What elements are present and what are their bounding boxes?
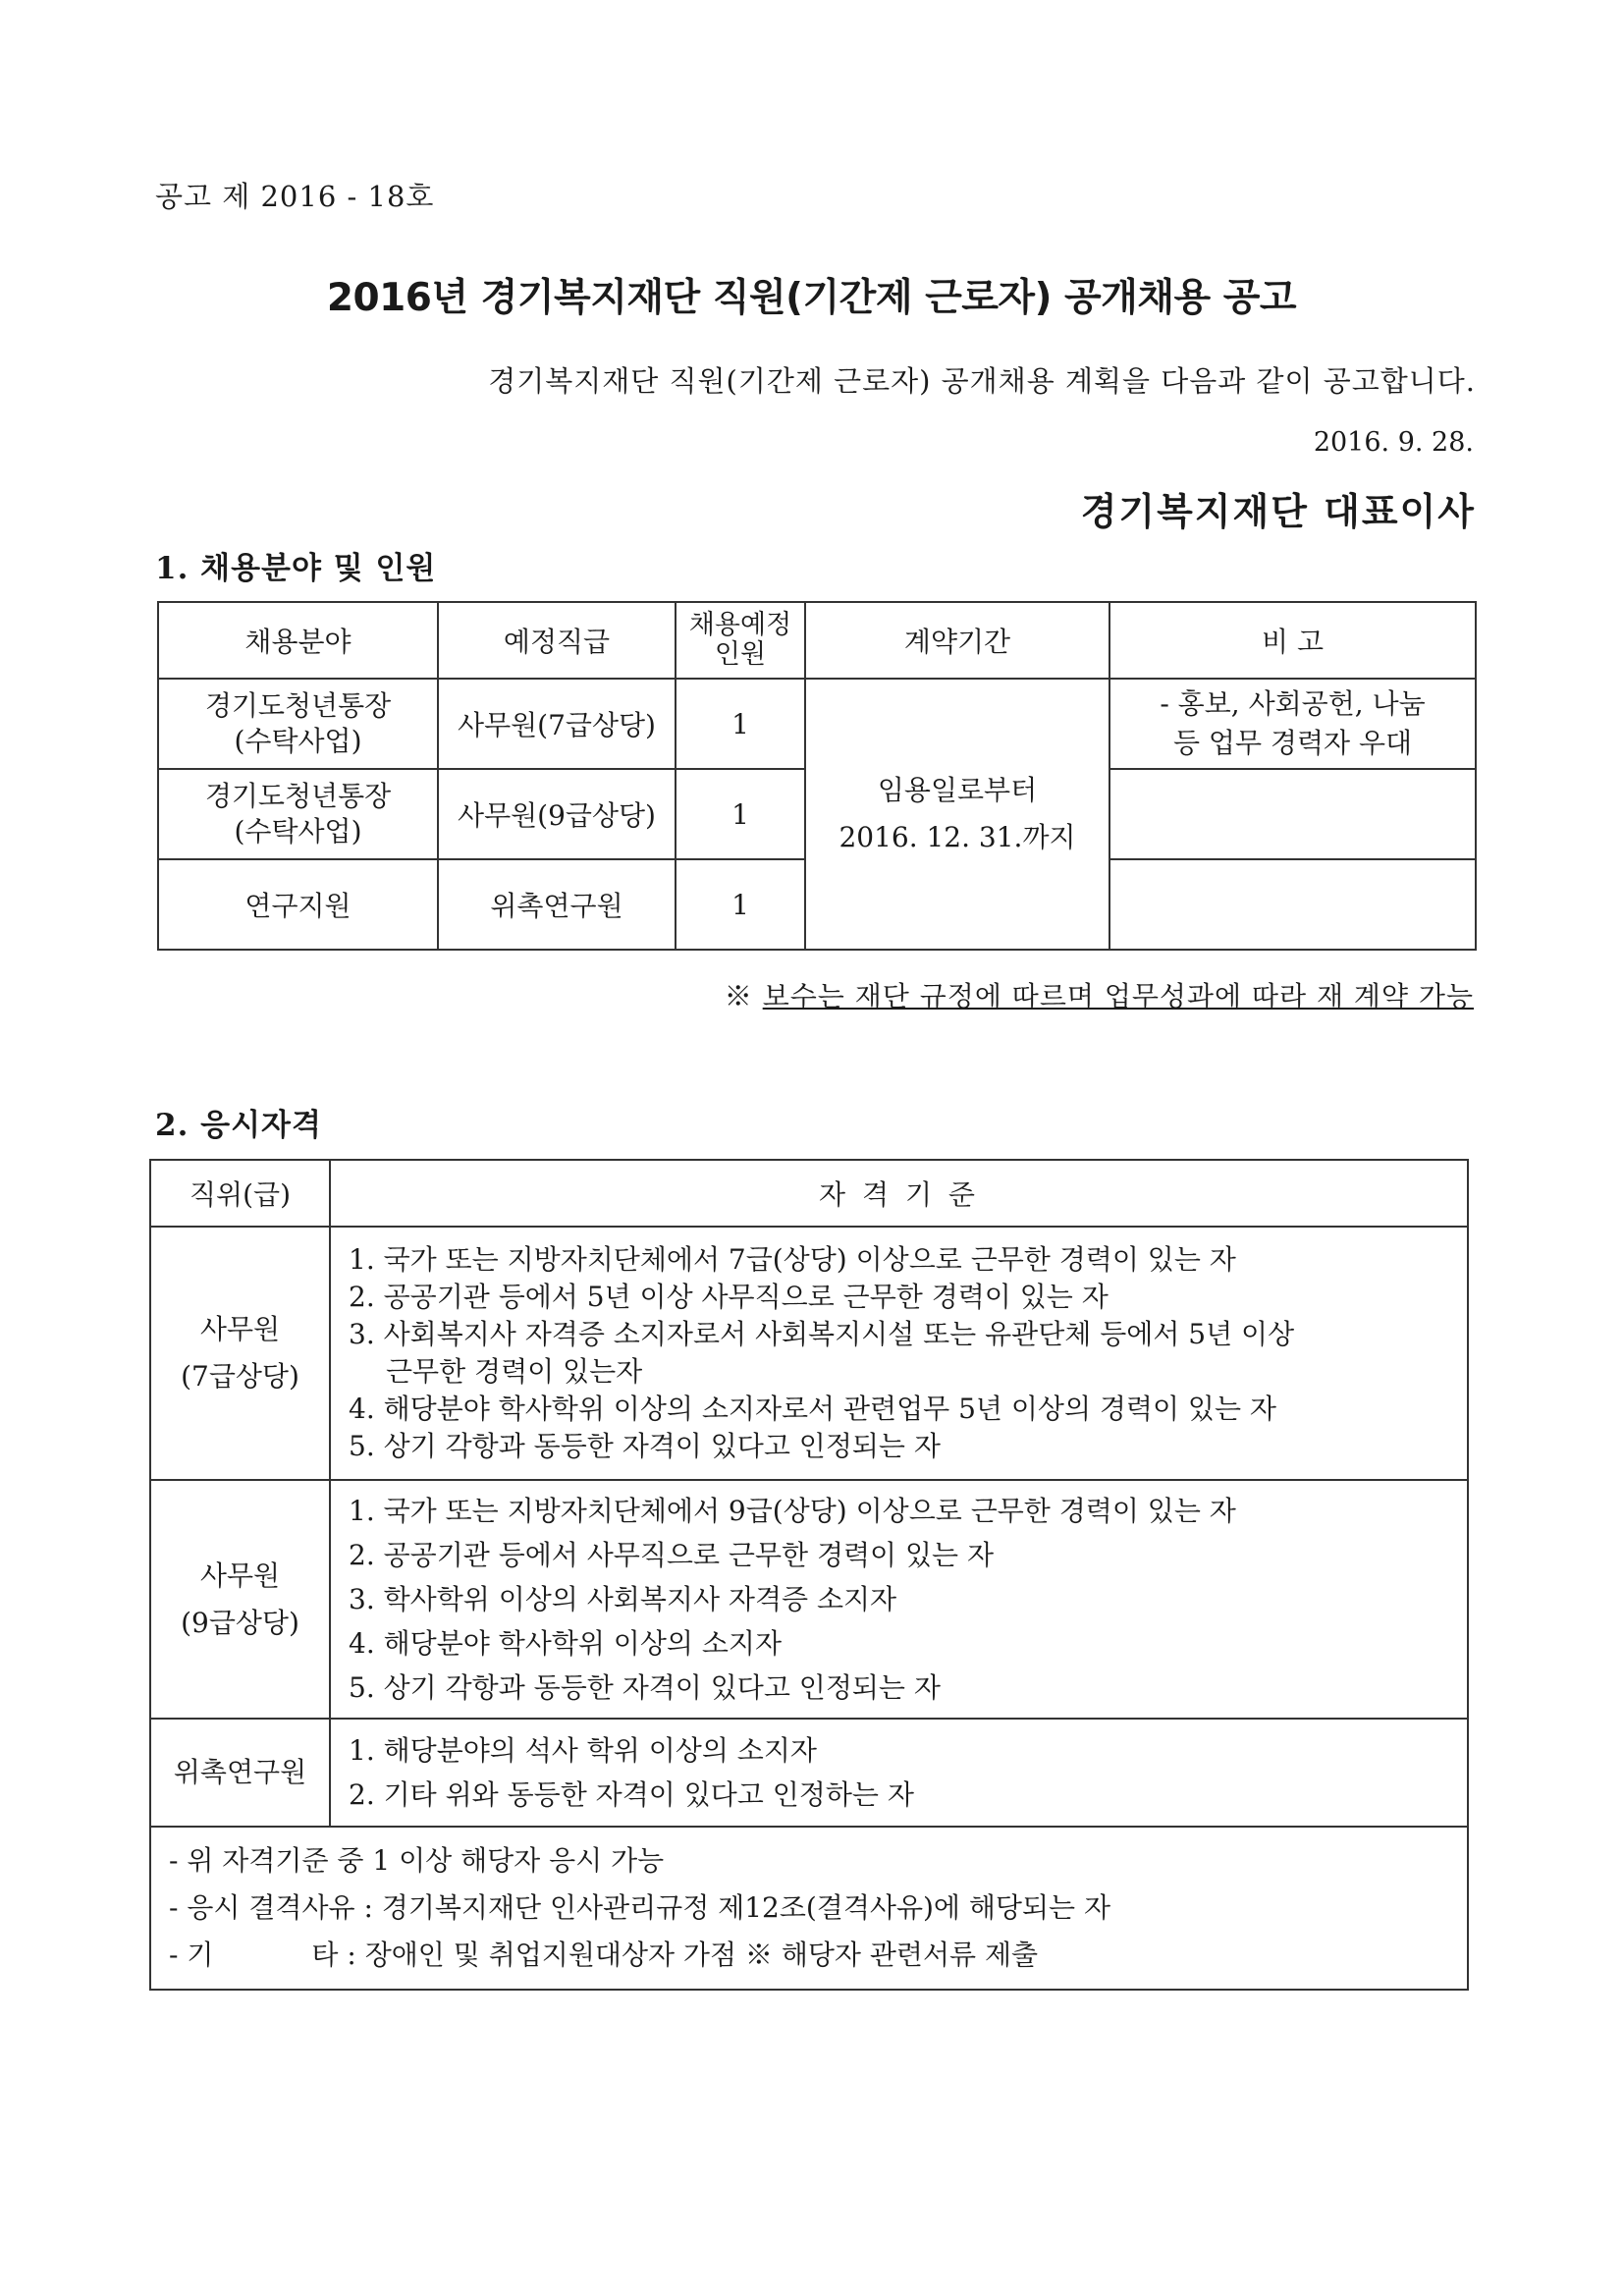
count-cell: 1	[676, 769, 805, 859]
pay-note	[725, 975, 1474, 1014]
list-item: 4. 해당분야 학사학위 이상의 소지자	[349, 1627, 782, 1660]
position-cell	[150, 1227, 330, 1480]
qualification-table	[149, 1159, 1469, 1991]
header-count-text: 채용예정 인원	[688, 610, 792, 670]
list-item: 4. 해당분야 학사학위 이상의 소지자로서 관련업무 5년 이상의 경력이 있는 자	[349, 1393, 1276, 1425]
field-cell: 연구지원	[158, 859, 438, 950]
note-cell	[1109, 859, 1476, 950]
note-mark: ※	[724, 980, 753, 1012]
recruitment-table	[157, 601, 1477, 951]
notice-number: 공고 제 2016 - 18호	[155, 180, 435, 213]
note-cell	[1109, 679, 1476, 769]
grade-cell: 위촉연구원	[438, 859, 676, 950]
list-item: 3. 사회복지사 자격증 소지자로서 사회복지시설 또는 유관단체 등에서 5년 이상	[349, 1318, 1295, 1350]
position-text: 사무원 (9급상당)	[181, 1558, 299, 1639]
count-cell: 1	[676, 859, 805, 950]
footer-line	[169, 1932, 1449, 1979]
list-item: 2. 공공기관 등에서 5년 이상 사무직으로 근무한 경력이 있는 자	[349, 1281, 1109, 1313]
position-cell	[150, 1480, 330, 1719]
criteria-cell	[330, 1480, 1468, 1719]
list-item: 5. 상기 각항과 동등한 자격이 있다고 인정되는 자	[349, 1430, 941, 1462]
header-period: 계약기간	[805, 602, 1109, 679]
header-field: 채용분야	[158, 602, 438, 679]
pay-note-text: 보수는 재단 규정에 따르며 업무성과에 따라 재 계약 가능	[762, 980, 1474, 1012]
list-item: 근무한 경력이 있는자	[386, 1355, 643, 1388]
list-item: 1. 해당분야의 석사 학위 이상의 소지자	[349, 1734, 817, 1767]
list-item: 3. 학사학위 이상의 사회복지사 자격증 소지자	[349, 1583, 897, 1615]
table-row	[150, 1480, 1468, 1719]
position-text: 사무원 (7급상당)	[181, 1313, 299, 1393]
position-cell: 위촉연구원	[150, 1719, 330, 1827]
field-cell	[158, 769, 438, 859]
signer: 경기복지재단 대표이사	[1080, 489, 1476, 533]
list-item: 5. 상기 각항과 동등한 자격이 있다고 인정되는 자	[349, 1671, 941, 1704]
list-item: 1. 국가 또는 지방자치단체에서 9급(상당) 이상으로 근무한 경력이 있는 자	[349, 1495, 1236, 1527]
notice-date: 2016. 9. 28.	[1313, 427, 1474, 458]
header-count	[676, 602, 805, 679]
criteria-cell	[330, 1719, 1468, 1827]
list-item: 1. 국가 또는 지방자치단체에서 7급(상당) 이상으로 근무한 경력이 있는 자	[349, 1243, 1236, 1276]
table-row	[150, 1719, 1468, 1827]
table-row	[158, 679, 1476, 769]
list-item: 2. 공공기관 등에서 사무직으로 근무한 경력이 있는 자	[349, 1539, 995, 1571]
footer-cell	[150, 1827, 1468, 1990]
header-note: 비 고	[1109, 602, 1476, 679]
field-text: 경기도청년통장 (수탁사업)	[204, 780, 392, 847]
note-cell	[1109, 769, 1476, 859]
list-item: 2. 기타 위와 동등한 자격이 있다고 인정하는 자	[349, 1778, 914, 1811]
footer-label: - 기	[169, 1939, 214, 1971]
grade-cell: 사무원(7급상당)	[438, 679, 676, 769]
period-text: 임용일로부터 2016. 12. 31.까지	[839, 774, 1076, 853]
footer-line: - 위 자격기준 중 1 이상 해당자 응시 가능	[169, 1844, 665, 1877]
field-cell	[158, 679, 438, 769]
page-title: 2016년 경기복지재단 직원(기간제 근로자) 공개채용 공고	[326, 276, 1297, 320]
header-criteria: 자 격 기 준	[330, 1160, 1468, 1227]
count-cell: 1	[676, 679, 805, 769]
header-grade: 예정직급	[438, 602, 676, 679]
footer-text: 타 : 장애인 및 취업지원대상자 가점 ※ 해당자 관련서류 제출	[311, 1939, 1039, 1971]
criteria-cell	[330, 1227, 1468, 1480]
table-row	[150, 1227, 1468, 1480]
field-text: 경기도청년통장 (수탁사업)	[204, 689, 392, 757]
header-position: 직위(급)	[150, 1160, 330, 1227]
note-text: - 홍보, 사회공헌, 나눔 등 업무 경력자 우대	[1160, 687, 1426, 759]
table-row	[150, 1827, 1468, 1990]
period-cell	[805, 679, 1109, 950]
grade-cell: 사무원(9급상당)	[438, 769, 676, 859]
section1-title: 1. 채용분야 및 인원	[155, 551, 437, 586]
footer-line: - 응시 결격사유 : 경기복지재단 인사관리규정 제12조(결격사유)에 해당되는 자	[169, 1891, 1111, 1924]
section2-title: 2. 응시자격	[155, 1108, 322, 1143]
intro-text: 경기복지재단 직원(기간제 근로자) 공개채용 계획을 다음과 같이 공고합니다.	[488, 364, 1476, 398]
